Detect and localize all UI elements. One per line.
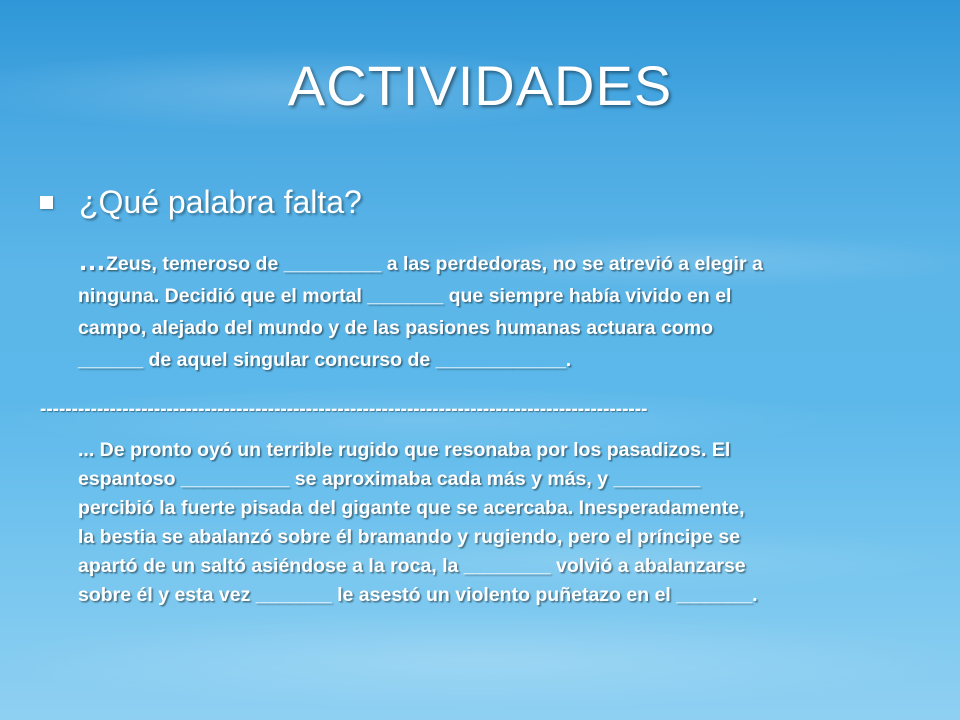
paragraph-2-line-1: ... De pronto oyó un terrible rugido que resonaba por los pasadizos. El bbox=[78, 439, 731, 461]
ellipsis-mark: … bbox=[78, 245, 106, 276]
paragraph-2-line-6: sobre él y esta vez _______ le asestó un violento puñetazo en el _______. bbox=[78, 584, 758, 606]
slide-title: ACTIVIDADES bbox=[287, 54, 673, 117]
paragraph-2-line-4: la bestia se abalanzó sobre él bramando y rugiendo, pero el príncipe se bbox=[78, 526, 741, 548]
paragraph-1-line-1 bbox=[78, 245, 928, 280]
question-label: ¿Qué palabra falta? bbox=[79, 184, 362, 220]
bullet-question bbox=[40, 186, 362, 218]
exercise-paragraph-1 bbox=[78, 245, 928, 376]
paragraph-1-line-2: ninguna. Decidió que el mortal _______ que siempre había vivido en el bbox=[78, 285, 732, 307]
paragraph-1-line-4: ______ de aquel singular concurso de ____________. bbox=[78, 349, 572, 371]
paragraph-1-line-3: campo, alejado del mundo y de las pasiones humanas actuara como bbox=[78, 317, 714, 339]
paragraph-2-line-5: apartó de un saltó asiéndose a la roca, la ________ volvió a abalanzarse bbox=[78, 555, 746, 577]
paragraph-1-line-1-text: Zeus, temeroso de _________ a las perdedoras, no se atrevió a elegir a bbox=[106, 253, 763, 275]
paragraph-2-line-2: espantoso __________ se aproximaba cada más y más, y ________ bbox=[78, 468, 701, 490]
dashed-separator: ------------------------------------------------------------------------------------------------ bbox=[40, 399, 648, 420]
paragraph-2-line-3: percibió la fuerte pisada del gigante que se acercaba. Inesperadamente, bbox=[78, 497, 745, 519]
exercise-paragraph-2 bbox=[78, 436, 918, 610]
square-bullet-icon bbox=[40, 196, 53, 209]
